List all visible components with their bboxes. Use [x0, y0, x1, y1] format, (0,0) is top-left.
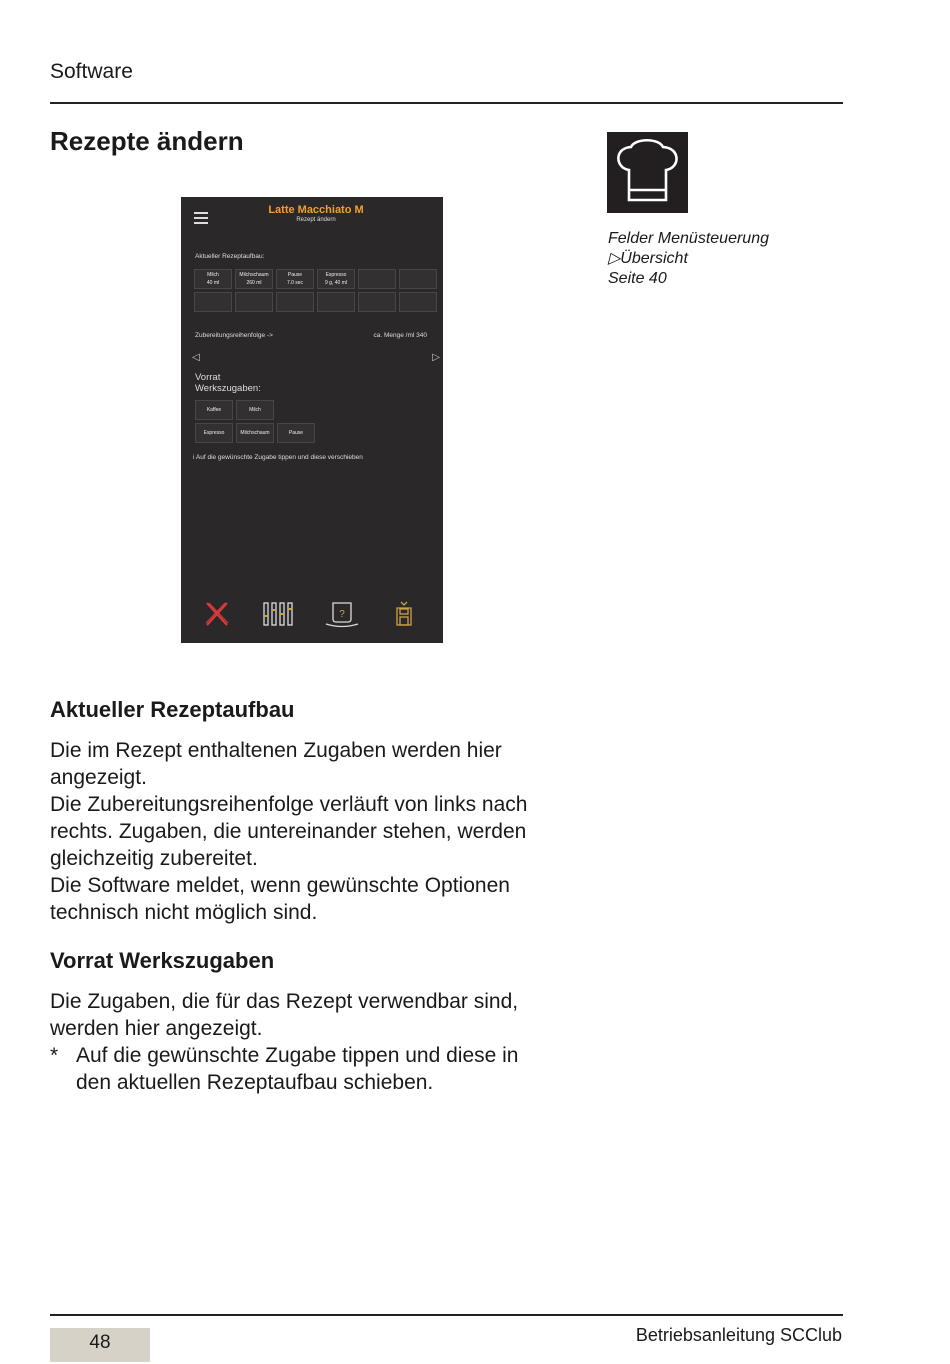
- footer-manual-title: Betriebsanleitung SCClub: [635, 1325, 842, 1345]
- current-recipe-label: Aktueller Rezeptaufbau:: [195, 253, 265, 260]
- subheading: Aktueller Rezeptaufbau: [50, 697, 295, 722]
- stock-title-line: Vorrat: [195, 372, 221, 383]
- cup-icon[interactable]: [324, 600, 360, 628]
- recipe-cell[interactable]: [317, 269, 355, 289]
- recipe-grid: [194, 269, 437, 312]
- cancel-icon[interactable]: [202, 600, 232, 628]
- header-rule: [50, 102, 843, 104]
- stock-grid: [195, 400, 315, 443]
- stock-item-espresso[interactable]: Espresso: [195, 423, 233, 443]
- amount-label: ca. Menge /ml 340: [373, 332, 427, 339]
- text-line: rechts. Zugaben, die untereinander stehen, werden: [50, 820, 527, 843]
- recipe-cell-empty[interactable]: [276, 292, 314, 312]
- stock-item-milch[interactable]: Milch: [236, 400, 274, 420]
- hamburger-menu-icon[interactable]: [194, 212, 208, 227]
- cell-name: Milch: [207, 272, 219, 278]
- save-icon[interactable]: [389, 600, 419, 628]
- arrow-right-icon[interactable]: ▷: [432, 352, 440, 363]
- section-title: Rezepte ändern: [50, 126, 244, 156]
- stock-title: [195, 372, 315, 394]
- paragraph: [50, 737, 570, 926]
- running-header: Software: [50, 60, 133, 83]
- cell-value: 7.0 sec: [286, 280, 304, 286]
- paragraph: [50, 988, 570, 1042]
- cell-value: 40 ml: [206, 280, 220, 286]
- recipe-cell[interactable]: [235, 269, 273, 289]
- cell-name: Milchschaum: [239, 272, 269, 278]
- screen-title: Latte Macchiato M: [268, 204, 364, 216]
- text-line: Die Zubereitungsreihenfolge verläuft von links nach: [50, 793, 528, 816]
- footer-rule: [50, 1314, 843, 1316]
- chef-hat-icon: [607, 132, 688, 213]
- text-line: werden hier angezeigt.: [50, 1017, 263, 1040]
- text-line: Auf die gewünschte Zugabe tippen und diese in: [76, 1044, 519, 1067]
- recipe-cell-empty[interactable]: [399, 269, 437, 289]
- recipe-cell-empty[interactable]: [399, 292, 437, 312]
- recipe-cell-empty[interactable]: [194, 292, 232, 312]
- cell-name: Espresso: [325, 272, 347, 278]
- cell-value: 260 ml: [246, 280, 262, 286]
- text-line: Die im Rezept enthaltenen Zugaben werden hier: [50, 739, 502, 762]
- recipe-cell-empty[interactable]: [358, 292, 396, 312]
- settings-sliders-icon[interactable]: [263, 600, 293, 628]
- aside-link[interactable]: ▷Übersicht: [608, 250, 688, 267]
- page-number: 48: [50, 1328, 150, 1362]
- aside-line: Felder Menüsteuerung: [608, 230, 769, 247]
- recipe-cell-empty[interactable]: [317, 292, 355, 312]
- prep-order-label: Zubereitungsreihenfolge ->: [195, 332, 273, 339]
- device-screenshot: [181, 197, 443, 643]
- text-line: gleichzeitig zubereitet.: [50, 847, 258, 870]
- aside-note: [608, 229, 769, 289]
- bullet-marker: *: [50, 1044, 59, 1067]
- stock-title-line: Werkszugaben:: [195, 383, 261, 394]
- recipe-cell-empty[interactable]: [235, 292, 273, 312]
- instruction-bullet: [50, 1042, 570, 1096]
- cell-value: 9 g, 40 ml: [325, 280, 347, 286]
- recipe-cell[interactable]: [276, 269, 314, 289]
- text-line: angezeigt.: [50, 766, 147, 789]
- aside-line: Seite 40: [608, 270, 667, 287]
- stock-item-milchschaum[interactable]: Milchschaum: [236, 423, 274, 443]
- text-line: den aktuellen Rezeptaufbau schieben.: [76, 1071, 434, 1094]
- arrow-left-icon[interactable]: ◁: [192, 352, 200, 363]
- text-line: Die Zugaben, die für das Rezept verwendbar sind,: [50, 990, 519, 1013]
- stock-item-kaffee[interactable]: Kaffee: [195, 400, 233, 420]
- text-line: Die Software meldet, wenn gewünschte Optionen: [50, 874, 510, 897]
- hint-text: i Auf die gewünschte Zugabe tippen und diese verschieben: [193, 454, 363, 461]
- stock-item-pause[interactable]: Pause: [277, 423, 315, 443]
- text-line: technisch nicht möglich sind.: [50, 901, 318, 924]
- recipe-cell[interactable]: [194, 269, 232, 289]
- screen-subtitle: Rezept ändern: [296, 217, 336, 223]
- recipe-cell-empty[interactable]: [358, 269, 396, 289]
- subheading: Vorrat Werkszugaben: [50, 948, 275, 973]
- cell-name: Pause: [287, 272, 303, 278]
- svg-text:?: ?: [339, 609, 345, 620]
